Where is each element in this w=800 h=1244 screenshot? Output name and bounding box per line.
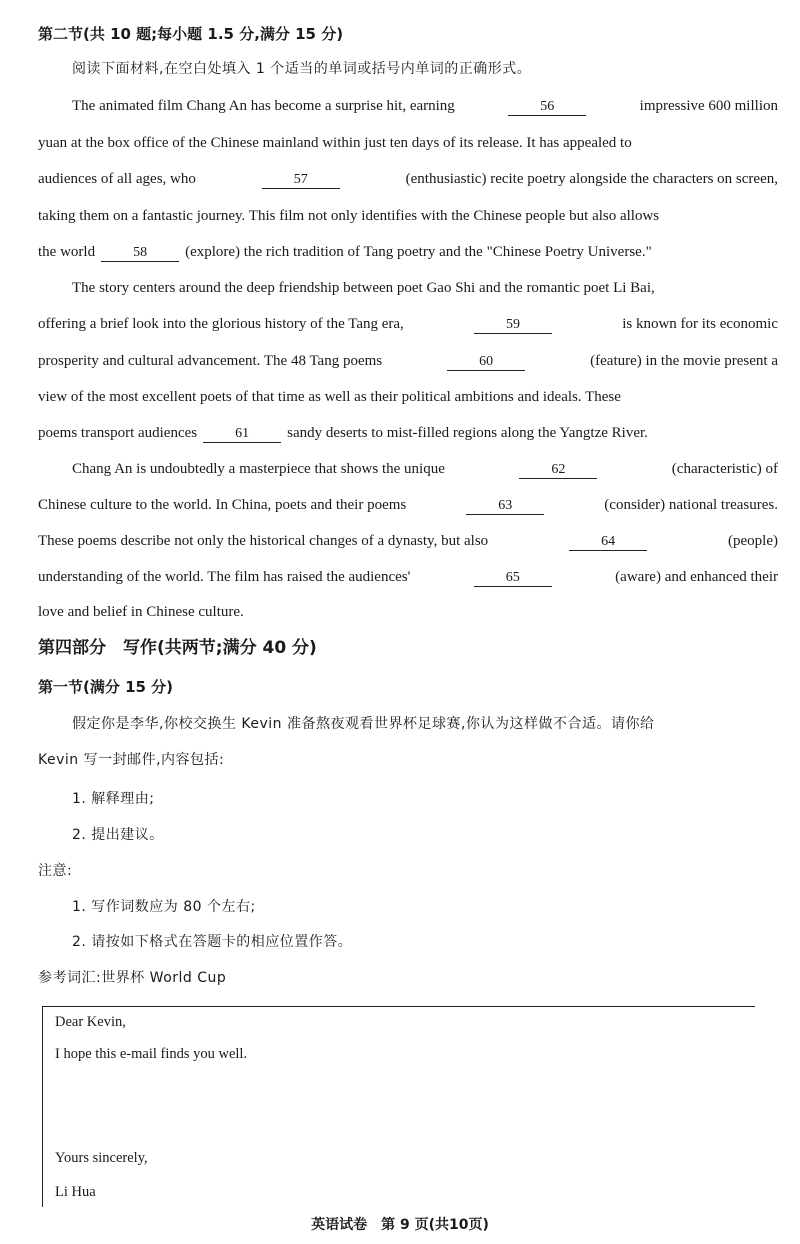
- letter-opening: I hope this e-mail finds you well.: [55, 1046, 248, 1062]
- passage-line: prosperity and cultural advancement. The 48 Tang poems 60 (feature) in the movie present a: [38, 353, 778, 369]
- section2-title: 第二节(共 10 题;每小题 1.5 分,满分 15 分): [38, 25, 344, 43]
- passage-line: offering a brief look into the glorious history of the Tang era, 59 is known for its economic: [38, 316, 778, 332]
- letter-closing: Yours sincerely,: [55, 1150, 148, 1166]
- writing-prompt: 假定你是李华,你校交换生 Kevin 准备熬夜观看世界杯足球赛,你认为这样做不合适。请你给: [72, 716, 655, 732]
- prompt-item: 1. 解释理由;: [72, 791, 155, 807]
- letter-greeting: Dear Kevin,: [55, 1014, 126, 1030]
- passage-line: audiences of all ages, who 57 (enthusiastic) recite poetry alongside the characters on screen,: [38, 171, 778, 187]
- answer-blank-57[interactable]: 57: [262, 171, 340, 189]
- passage-line: Chang An is undoubtedly a masterpiece that shows the unique 62 (characteristic) of: [72, 461, 778, 477]
- note-label: 注意:: [38, 863, 73, 879]
- passage-line: poems transport audiences 61 sandy deserts to mist-filled regions along the Yangtze River.: [38, 425, 648, 441]
- passage-line: understanding of the world. The film has raised the audiences' 65 (aware) and enhanced their: [38, 569, 778, 585]
- answer-blank-62[interactable]: 62: [519, 461, 597, 479]
- answer-blank-61[interactable]: 61: [203, 425, 281, 443]
- passage-line: love and belief in Chinese culture.: [38, 604, 244, 620]
- passage-line: the world 58 (explore) the rich tradition of Tang poetry and the "Chinese Poetry Universe.": [38, 244, 652, 260]
- letter-signature: Li Hua: [55, 1184, 96, 1200]
- passage-line: These poems describe not only the historical changes of a dynasty, but also 64 (people): [38, 533, 778, 549]
- answer-blank-58[interactable]: 58: [101, 244, 179, 262]
- note-item: 1. 写作词数应为 80 个左右;: [72, 899, 256, 915]
- prompt-item: 2. 提出建议。: [72, 827, 164, 843]
- answer-blank-56[interactable]: 56: [508, 98, 586, 116]
- answer-blank-63[interactable]: 63: [466, 497, 544, 515]
- passage-line: view of the most excellent poets of that time as well as their political ambitions and ideals. These: [38, 389, 621, 405]
- passage-line: taking them on a fantastic journey. This film not only identifies with the Chinese people but also allows: [38, 208, 660, 224]
- passage-line: Chinese culture to the world. In China, poets and their poems 63 (consider) national treasures.: [38, 497, 778, 513]
- answer-blank-59[interactable]: 59: [474, 316, 552, 334]
- passage-line: The animated film Chang An has become a surprise hit, earning 56 impressive 600 million: [72, 98, 778, 114]
- part4-section1-title: 第一节(满分 15 分): [38, 678, 174, 696]
- vocab-reference: 参考词汇:世界杯 World Cup: [38, 970, 227, 986]
- letter-answer-box[interactable]: [42, 1006, 755, 1207]
- answer-blank-65[interactable]: 65: [474, 569, 552, 587]
- answer-blank-64[interactable]: 64: [569, 533, 647, 551]
- section2-instruction: 阅读下面材料,在空白处填入 1 个适当的单词或括号内单词的正确形式。: [72, 61, 532, 77]
- note-item: 2. 请按如下格式在答题卡的相应位置作答。: [72, 934, 353, 950]
- page-footer: 英语试卷 第 9 页(共10页): [311, 1217, 489, 1233]
- writing-prompt: Kevin 写一封邮件,内容包括:: [38, 752, 225, 768]
- answer-blank-60[interactable]: 60: [447, 353, 525, 371]
- passage-line: yuan at the box office of the Chinese mainland within just ten days of its release. It has appealed to: [38, 135, 632, 151]
- part4-title: 第四部分 写作(共两节;满分 40 分): [38, 638, 317, 658]
- passage-line: The story centers around the deep friendship between poet Gao Shi and the romantic poet Li Bai,: [72, 280, 655, 296]
